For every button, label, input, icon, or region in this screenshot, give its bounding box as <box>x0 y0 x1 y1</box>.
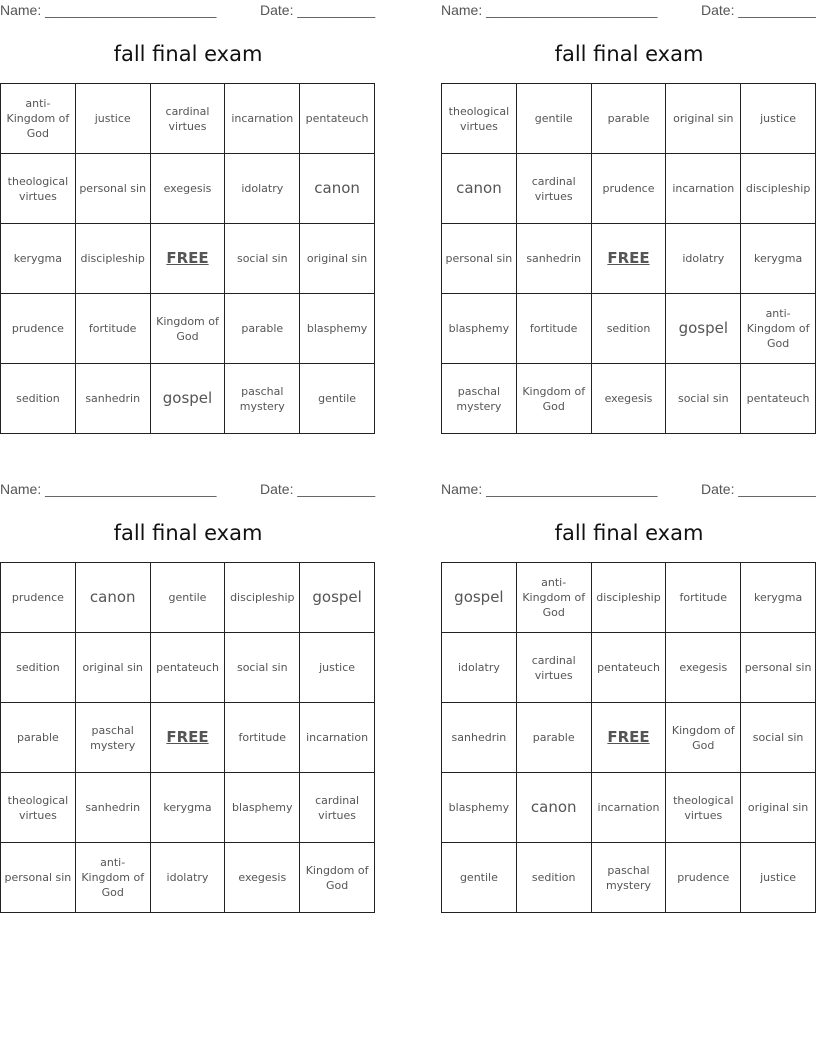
name-field-label: Name: ______________________ <box>0 2 217 18</box>
bingo-cell: cardinal virtues <box>517 633 592 703</box>
bingo-cell: gospel <box>666 294 741 364</box>
card-header <box>0 2 376 20</box>
bingo-grid <box>441 562 816 913</box>
bingo-cell: fortitude <box>517 294 592 364</box>
bingo-cell: canon <box>300 154 375 224</box>
bingo-cell: sanhedrin <box>76 773 151 843</box>
bingo-cell: social sin <box>666 364 741 434</box>
bingo-cell: pentateuch <box>741 364 816 434</box>
bingo-cell: original sin <box>300 224 375 294</box>
bingo-cell: canon <box>442 154 517 224</box>
bingo-cell: theological virtues <box>442 84 517 154</box>
bingo-cell: justice <box>76 84 151 154</box>
bingo-cell: parable <box>592 84 667 154</box>
bingo-cell: Kingdom of God <box>151 294 226 364</box>
card-title: fall final exam <box>554 521 704 545</box>
date-field-label: Date: __________ <box>701 2 816 18</box>
bingo-cell: Kingdom of God <box>517 364 592 434</box>
bingo-cell: fortitude <box>666 563 741 633</box>
bingo-cell: paschal mystery <box>225 364 300 434</box>
bingo-cell: paschal mystery <box>76 703 151 773</box>
bingo-cell: sanhedrin <box>442 703 517 773</box>
bingo-cell: justice <box>741 843 816 913</box>
bingo-cell: anti-Kingdom of God <box>517 563 592 633</box>
bingo-cell: exegesis <box>592 364 667 434</box>
bingo-cell: discipleship <box>76 224 151 294</box>
card-header <box>0 481 376 499</box>
bingo-cell: gospel <box>442 563 517 633</box>
free-space-cell: FREE <box>592 224 667 294</box>
bingo-cell: justice <box>741 84 816 154</box>
bingo-cell: sedition <box>1 364 76 434</box>
bingo-cell: sedition <box>1 633 76 703</box>
bingo-cell: idolatry <box>225 154 300 224</box>
bingo-cell: incarnation <box>666 154 741 224</box>
card-title: fall final exam <box>113 521 263 545</box>
card-header <box>441 2 816 20</box>
bingo-cell: pentateuch <box>300 84 375 154</box>
bingo-cell: sanhedrin <box>76 364 151 434</box>
name-field-label: Name: ______________________ <box>0 481 217 497</box>
card-title: fall final exam <box>113 42 263 66</box>
bingo-cell: cardinal virtues <box>517 154 592 224</box>
bingo-cell: personal sin <box>1 843 76 913</box>
bingo-cell: personal sin <box>442 224 517 294</box>
bingo-cell: idolatry <box>442 633 517 703</box>
bingo-cell: gentile <box>442 843 517 913</box>
bingo-cell: anti-Kingdom of God <box>741 294 816 364</box>
bingo-cell: theological virtues <box>1 773 76 843</box>
bingo-cell: incarnation <box>225 84 300 154</box>
bingo-cell: paschal mystery <box>592 843 667 913</box>
bingo-cell: blasphemy <box>300 294 375 364</box>
bingo-cell: Kingdom of God <box>300 843 375 913</box>
bingo-cell: incarnation <box>300 703 375 773</box>
bingo-cell: discipleship <box>225 563 300 633</box>
bingo-cell: cardinal virtues <box>300 773 375 843</box>
bingo-cell: anti-Kingdom of God <box>1 84 76 154</box>
bingo-cell: pentateuch <box>592 633 667 703</box>
bingo-cell: incarnation <box>592 773 667 843</box>
name-field-label: Name: ______________________ <box>441 481 658 497</box>
bingo-cell: blasphemy <box>442 294 517 364</box>
bingo-cell: prudence <box>592 154 667 224</box>
bingo-cell: theological virtues <box>1 154 76 224</box>
free-space-cell: FREE <box>151 224 226 294</box>
free-space-cell: FREE <box>151 703 226 773</box>
bingo-cell: sedition <box>517 843 592 913</box>
bingo-cell: cardinal virtues <box>151 84 226 154</box>
bingo-grid <box>0 562 375 913</box>
bingo-cell: anti-Kingdom of God <box>76 843 151 913</box>
bingo-cell: prudence <box>1 294 76 364</box>
card-header <box>441 481 816 499</box>
bingo-cell: exegesis <box>225 843 300 913</box>
bingo-cell: social sin <box>225 633 300 703</box>
bingo-cell: gospel <box>151 364 226 434</box>
bingo-grid <box>0 83 375 434</box>
bingo-cell: sanhedrin <box>517 224 592 294</box>
bingo-cell: justice <box>300 633 375 703</box>
free-space-cell: FREE <box>592 703 667 773</box>
date-field-label: Date: __________ <box>260 2 376 18</box>
bingo-cell: gentile <box>151 563 226 633</box>
bingo-cell: canon <box>76 563 151 633</box>
bingo-cell: kerygma <box>151 773 226 843</box>
bingo-cell: personal sin <box>76 154 151 224</box>
bingo-cell: gentile <box>300 364 375 434</box>
date-field-label: Date: __________ <box>701 481 816 497</box>
bingo-cell: discipleship <box>592 563 667 633</box>
bingo-grid <box>441 83 816 434</box>
name-field-label: Name: ______________________ <box>441 2 658 18</box>
bingo-cell: fortitude <box>225 703 300 773</box>
bingo-cell: kerygma <box>1 224 76 294</box>
bingo-cell: fortitude <box>76 294 151 364</box>
bingo-cell: kerygma <box>741 563 816 633</box>
bingo-cell: pentateuch <box>151 633 226 703</box>
bingo-card <box>0 479 376 913</box>
bingo-cell: exegesis <box>151 154 226 224</box>
bingo-cell: sedition <box>592 294 667 364</box>
bingo-cell: idolatry <box>151 843 226 913</box>
bingo-cell: exegesis <box>666 633 741 703</box>
bingo-cell: prudence <box>666 843 741 913</box>
bingo-cell: social sin <box>225 224 300 294</box>
bingo-cell: gospel <box>300 563 375 633</box>
bingo-cell: personal sin <box>741 633 816 703</box>
bingo-cell: original sin <box>666 84 741 154</box>
bingo-cell: social sin <box>741 703 816 773</box>
bingo-cell: parable <box>1 703 76 773</box>
bingo-cell: discipleship <box>741 154 816 224</box>
bingo-cell: original sin <box>741 773 816 843</box>
bingo-cell: idolatry <box>666 224 741 294</box>
bingo-cell: kerygma <box>741 224 816 294</box>
bingo-cell: parable <box>517 703 592 773</box>
bingo-cell: parable <box>225 294 300 364</box>
bingo-cell: original sin <box>76 633 151 703</box>
bingo-cell: theological virtues <box>666 773 741 843</box>
bingo-cell: gentile <box>517 84 592 154</box>
bingo-cell: blasphemy <box>225 773 300 843</box>
bingo-cell: blasphemy <box>442 773 517 843</box>
bingo-cell: prudence <box>1 563 76 633</box>
card-title: fall final exam <box>554 42 704 66</box>
date-field-label: Date: __________ <box>260 481 376 497</box>
bingo-cell: Kingdom of God <box>666 703 741 773</box>
bingo-card <box>441 0 816 434</box>
bingo-card <box>441 479 816 913</box>
bingo-card <box>0 0 376 434</box>
bingo-cell: canon <box>517 773 592 843</box>
bingo-cell: paschal mystery <box>442 364 517 434</box>
